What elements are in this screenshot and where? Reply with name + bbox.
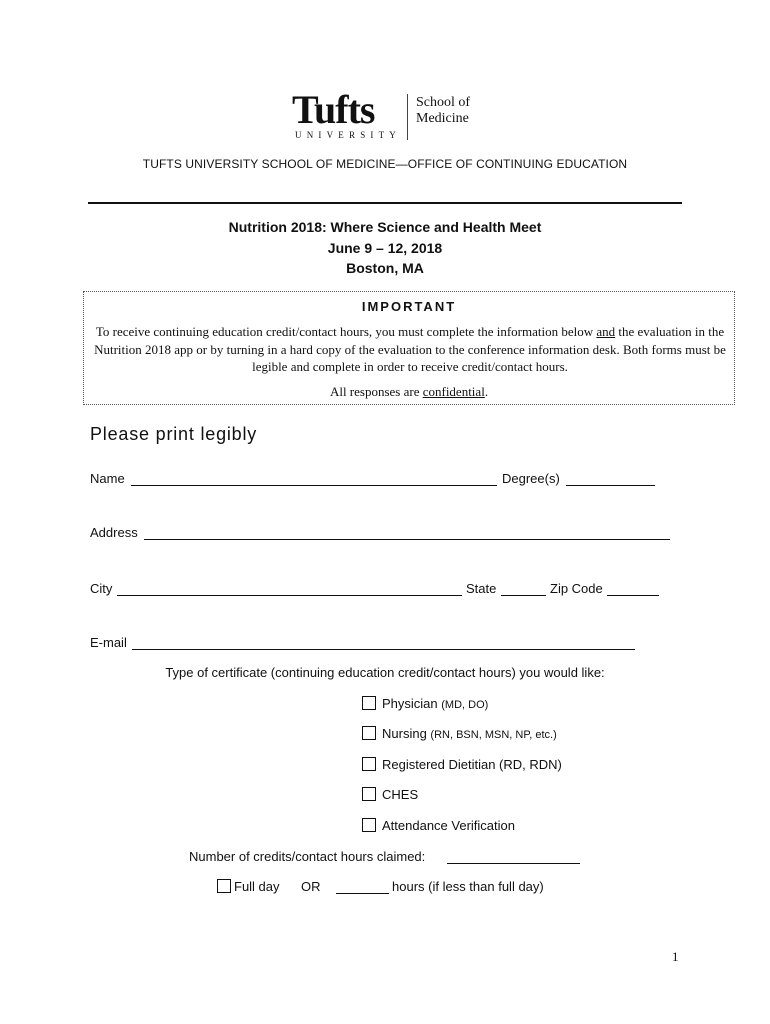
event-dates: June 9 – 12, 2018 bbox=[327, 239, 443, 256]
notice-confidential bbox=[84, 384, 734, 400]
full-day-label: Full day bbox=[234, 879, 280, 894]
name-label: Name bbox=[90, 471, 125, 486]
dietitian-checkbox[interactable] bbox=[362, 757, 376, 771]
notice-body-and: and bbox=[596, 324, 616, 339]
important-notice-box bbox=[83, 291, 735, 405]
notice-body-part2: the evaluation in the Nutrition 2018 app or by turning in a hard copy of the evaluation to the conference information desk. Both forms must be legible and complete in order to receive credit/contact hours. bbox=[94, 324, 726, 374]
dietitian-label: Registered Dietitian (RD, RDN) bbox=[382, 757, 562, 772]
full-day-option[interactable] bbox=[217, 879, 280, 894]
notice-body bbox=[94, 323, 726, 376]
hours-field[interactable] bbox=[336, 893, 389, 894]
state-field[interactable] bbox=[501, 595, 546, 596]
degree-field[interactable] bbox=[566, 485, 655, 486]
logo-school-line1: School of bbox=[416, 95, 471, 110]
option-ches[interactable] bbox=[362, 787, 418, 802]
name-field[interactable] bbox=[131, 485, 497, 486]
notice-heading: IMPORTANT bbox=[361, 299, 457, 314]
department-heading: TUFTS UNIVERSITY SCHOOL OF MEDICINE—OFFICE OF CONTINUING EDUCATION bbox=[142, 157, 628, 171]
logo-wordmark: Tufts bbox=[292, 87, 375, 132]
city-field[interactable] bbox=[117, 595, 462, 596]
print-legibly-heading: Please print legibly bbox=[90, 424, 258, 444]
notice-conf-word: confidential bbox=[422, 384, 485, 399]
option-dietitian[interactable] bbox=[362, 757, 562, 772]
nursing-checkbox[interactable] bbox=[362, 726, 376, 740]
event-title-block bbox=[0, 217, 770, 279]
nursing-note: (RN, BSN, MSN, NP, etc.) bbox=[430, 729, 557, 741]
degree-label: Degree(s) bbox=[502, 471, 560, 486]
physician-note: (MD, DO) bbox=[441, 699, 489, 711]
nursing-label: Nursing bbox=[382, 726, 427, 741]
event-location: Boston, MA bbox=[346, 260, 424, 276]
full-day-checkbox[interactable] bbox=[217, 879, 231, 893]
notice-conf-part2: . bbox=[484, 384, 489, 399]
option-physician[interactable] bbox=[362, 696, 488, 711]
logo-divider bbox=[407, 94, 408, 140]
tufts-logo bbox=[292, 87, 492, 144]
physician-checkbox[interactable] bbox=[362, 696, 376, 710]
certificate-question: Type of certificate (continuing education credit/contact hours) you would like: bbox=[165, 665, 605, 680]
logo-school-line2: Medicine bbox=[416, 111, 469, 126]
state-label: State bbox=[466, 581, 497, 596]
page-number: 1 bbox=[672, 949, 679, 964]
option-attendance[interactable] bbox=[362, 818, 515, 833]
credits-field[interactable] bbox=[447, 863, 580, 864]
email-field[interactable] bbox=[132, 649, 635, 650]
credits-label: Number of credits/contact hours claimed: bbox=[189, 849, 426, 864]
attendance-label: Attendance Verification bbox=[382, 818, 515, 833]
event-title: Nutrition 2018: Where Science and Health Meet bbox=[228, 219, 542, 235]
option-nursing[interactable] bbox=[362, 726, 557, 741]
zip-label: Zip Code bbox=[550, 581, 603, 596]
logo-school-name bbox=[416, 95, 470, 127]
city-label: City bbox=[90, 581, 113, 596]
logo-university: UNIVERSITY bbox=[295, 130, 401, 140]
hours-label: hours (if less than full day) bbox=[392, 879, 544, 894]
address-field[interactable] bbox=[144, 539, 670, 540]
notice-body-part1: To receive continuing education credit/contact hours, you must complete the information below bbox=[95, 324, 597, 339]
ches-label: CHES bbox=[382, 787, 419, 802]
ches-checkbox[interactable] bbox=[362, 787, 376, 801]
physician-label: Physician bbox=[382, 696, 438, 711]
notice-conf-part1: All responses are bbox=[329, 384, 423, 399]
zip-field[interactable] bbox=[607, 595, 659, 596]
email-label: E-mail bbox=[90, 635, 127, 650]
or-label: OR bbox=[301, 879, 321, 894]
attendance-checkbox[interactable] bbox=[362, 818, 376, 832]
address-label: Address bbox=[90, 525, 138, 540]
header-rule bbox=[88, 202, 682, 204]
